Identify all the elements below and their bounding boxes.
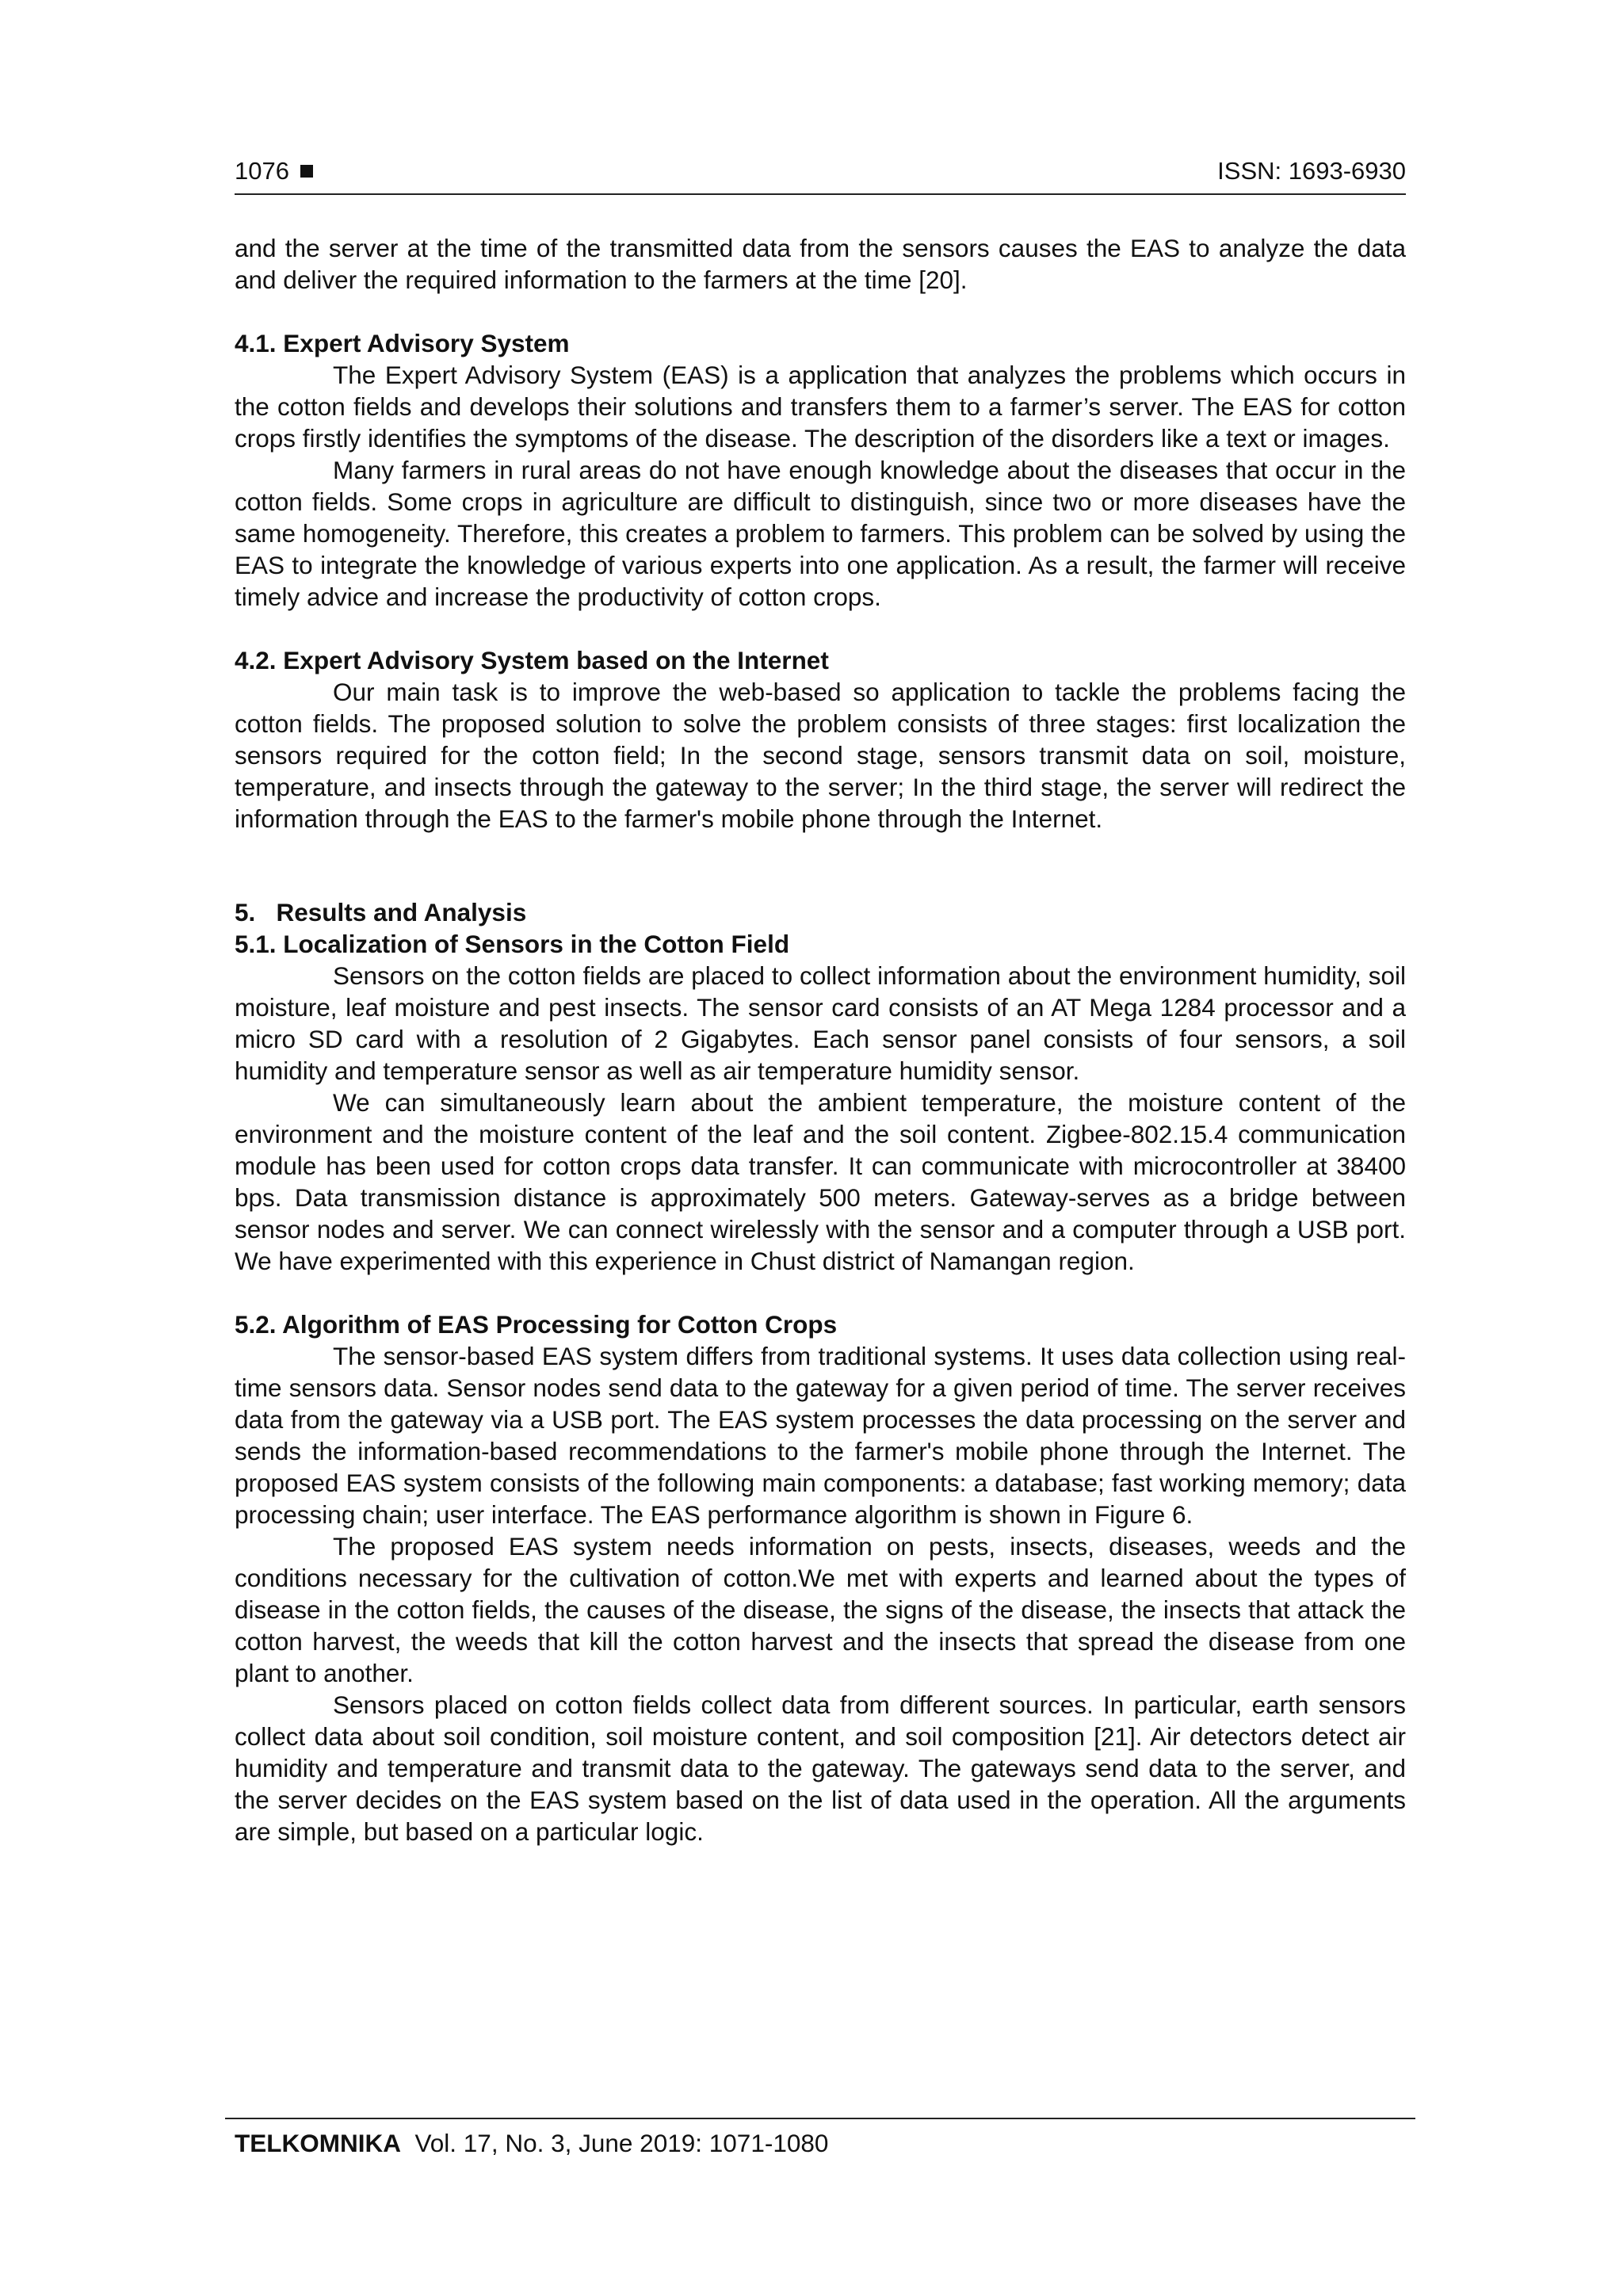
page-number: 1076 xyxy=(235,157,289,185)
running-footer xyxy=(225,2118,1415,2158)
section-5-2-heading: 5.2. Algorithm of EAS Processing for Cotton Crops xyxy=(235,1310,838,1339)
journal-name: TELKOMNIKA xyxy=(235,2129,401,2157)
section-4-1-paragraph-2: Many farmers in rural areas do not have enough knowledge about the diseases that occur in the cotton fields. Some crops in agriculture are difficult to distinguish, since two or more diseases have the same homogeneity. Therefore, this creates a problem to farmers. This problem can be solved by using the EAS to integrate the knowledge of various experts into one application. As a result, the farmer will receive timely advice and increase the productivity of cotton crops. xyxy=(235,456,1406,611)
journal-citation: Vol. 17, No. 3, June 2019: 1071-1080 xyxy=(414,2129,829,2157)
section-4-2-heading: 4.2. Expert Advisory System based on the Internet xyxy=(235,646,829,674)
running-header xyxy=(235,155,1406,195)
page-number-wrap xyxy=(235,157,313,185)
square-bullet-icon xyxy=(300,165,313,178)
section-5-1-heading: 5.1. Localization of Sensors in the Cotton Field xyxy=(235,930,790,958)
section-5-2-paragraph-2: The proposed EAS system needs information on pests, insects, diseases, weeds and the conditions necessary for the cultivation of cotton.We met with experts and learned about the types of disease in the cotton fields, the causes of the disease, the signs of the disease, the insects that attack the cotton harvest, the weeds that kill the cotton harvest and the insects that spread the disease from one plant to another. xyxy=(235,1532,1406,1687)
section-5-1-paragraph-1: Sensors on the cotton fields are placed to collect information about the environment humidity, soil moisture, leaf moisture and pest insects. The sensor card consists of an AT Mega 1284 processor and a micro SD card with a resolution of 2 Gigabytes. Each sensor panel consists of four sensors, a soil humidity and temperature sensor as well as air temperature humidity sensor. xyxy=(235,961,1406,1085)
intro-paragraph: and the server at the time of the transmitted data from the sensors causes the EAS to analyze the data and deliver the required information to the farmers at the time [20]. xyxy=(235,234,1406,294)
article-body xyxy=(235,232,1406,1847)
section-4-1-paragraph-1: The Expert Advisory System (EAS) is a application that analyzes the problems which occurs in the cotton fields and develops their solutions and transfers them to a farmer’s server. The EAS for cotton crops firstly identifies the symptoms of the disease. The description of the disorders like a text or images. xyxy=(235,361,1406,453)
section-5-heading: 5. Results and Analysis xyxy=(235,898,527,926)
section-4-2-paragraph-1: Our main task is to improve the web-based so application to tackle the problems facing the cotton fields. The proposed solution to solve the problem consists of three stages: first localization the sensors required for the cotton field; In the second stage, sensors transmit data on soil, moisture, temperature, and insects through the gateway to the server; In the third stage, the server will redirect the information through the EAS to the farmer's mobile phone through the Internet. xyxy=(235,678,1406,833)
section-5-1-paragraph-2: We can simultaneously learn about the ambient temperature, the moisture content of the environment and the moisture content of the leaf and the soil content. Zigbee-802.15.4 communication module has been used for cotton crops data transfer. It can communicate with microcontroller at 38400 bps. Data transmission distance is approximately 500 meters. Gateway-serves as a bridge between sensor nodes and server. We can connect wirelessly with the sensor and a computer through a USB port. We have experimented with this experience in Chust district of Namangan region. xyxy=(235,1088,1406,1275)
issn-label: ISSN: 1693-6930 xyxy=(1217,157,1406,185)
section-5-2-paragraph-1: The sensor-based EAS system differs from traditional systems. It uses data collection using real-time sensors data. Sensor nodes send data to the gateway for a given period of time. The server receives data from the gateway via a USB port. The EAS system processes the data processing on the server and sends the information-based recommendations to the farmer's mobile phone through the Internet. The proposed EAS system consists of the following main components: a database; fast working memory; data processing chain; user interface. The EAS performance algorithm is shown in Figure 6. xyxy=(235,1342,1406,1529)
section-5-2-paragraph-3: Sensors placed on cotton fields collect data from different sources. In particular, earth sensors collect data about soil condition, soil moisture content, and soil composition [21]. Air detectors detect air humidity and temperature and transmit data to the gateway. The gateways send data to the server, and the server decides on the EAS system based on the list of data used in the operation. All the arguments are simple, but based on a particular logic. xyxy=(235,1690,1406,1846)
section-4-1-heading: 4.1. Expert Advisory System xyxy=(235,329,570,357)
